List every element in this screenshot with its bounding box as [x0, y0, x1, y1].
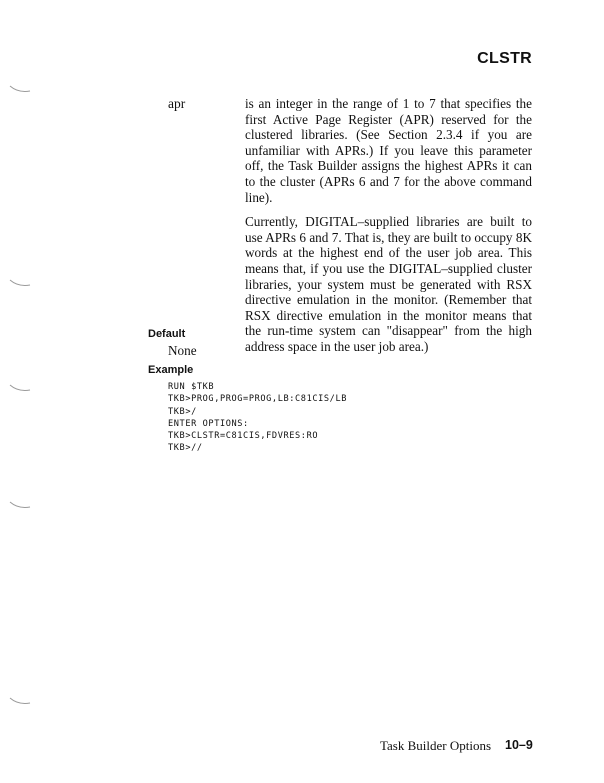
binder-hole-mark [8, 696, 32, 706]
code-line: TKB>// [168, 443, 203, 454]
binder-hole-mark [8, 84, 32, 94]
code-line: TKB>PROG,PROG=PROG,LB:C81CIS/LB [168, 394, 347, 405]
code-line: TKB>/ [168, 406, 197, 417]
code-line: RUN $TKB [168, 382, 215, 392]
footer-page-number: 10–9 [505, 738, 533, 752]
binder-hole-mark [8, 278, 32, 288]
example-code-block [168, 381, 347, 455]
description-paragraph: Currently, DIGITAL–supplied libraries are built to use APRs 6 and 7. That is, they are built to occupy 8K words at the highest end of the user job area. This means that, if you use the DIGITAL–supplied cluster libraries, your system must be generated with RSX directive emulation in the monitor. (Remember that RSX directive emulation in the monitor means that the run-time system can "disappear" from the high address space in the user job area.) [245, 214, 532, 354]
page-title: CLSTR [477, 50, 532, 67]
parameter-description [245, 96, 532, 364]
binder-hole-mark [8, 383, 32, 393]
default-heading: Default [148, 328, 186, 340]
code-line: TKB>CLSTR=C81CIS,FDVRES:RO [168, 431, 319, 442]
example-heading: Example [148, 364, 194, 376]
parameter-term: apr [168, 96, 186, 111]
footer-section-title: Task Builder Options [380, 738, 492, 753]
code-line: ENTER OPTIONS: [168, 418, 249, 429]
default-value: None [168, 343, 197, 358]
description-paragraph: is an integer in the range of 1 to 7 that specifies the first Active Page Register (APR) reserved for the clustered libraries. (See Section 2.3.4 if you are unfamiliar with APRs.) If you leave this parameter off, the Task Builder assigns the highest APRs it can to the cluster (APRs 6 and 7 for the above command line). [245, 96, 532, 205]
binder-hole-mark [8, 500, 32, 510]
